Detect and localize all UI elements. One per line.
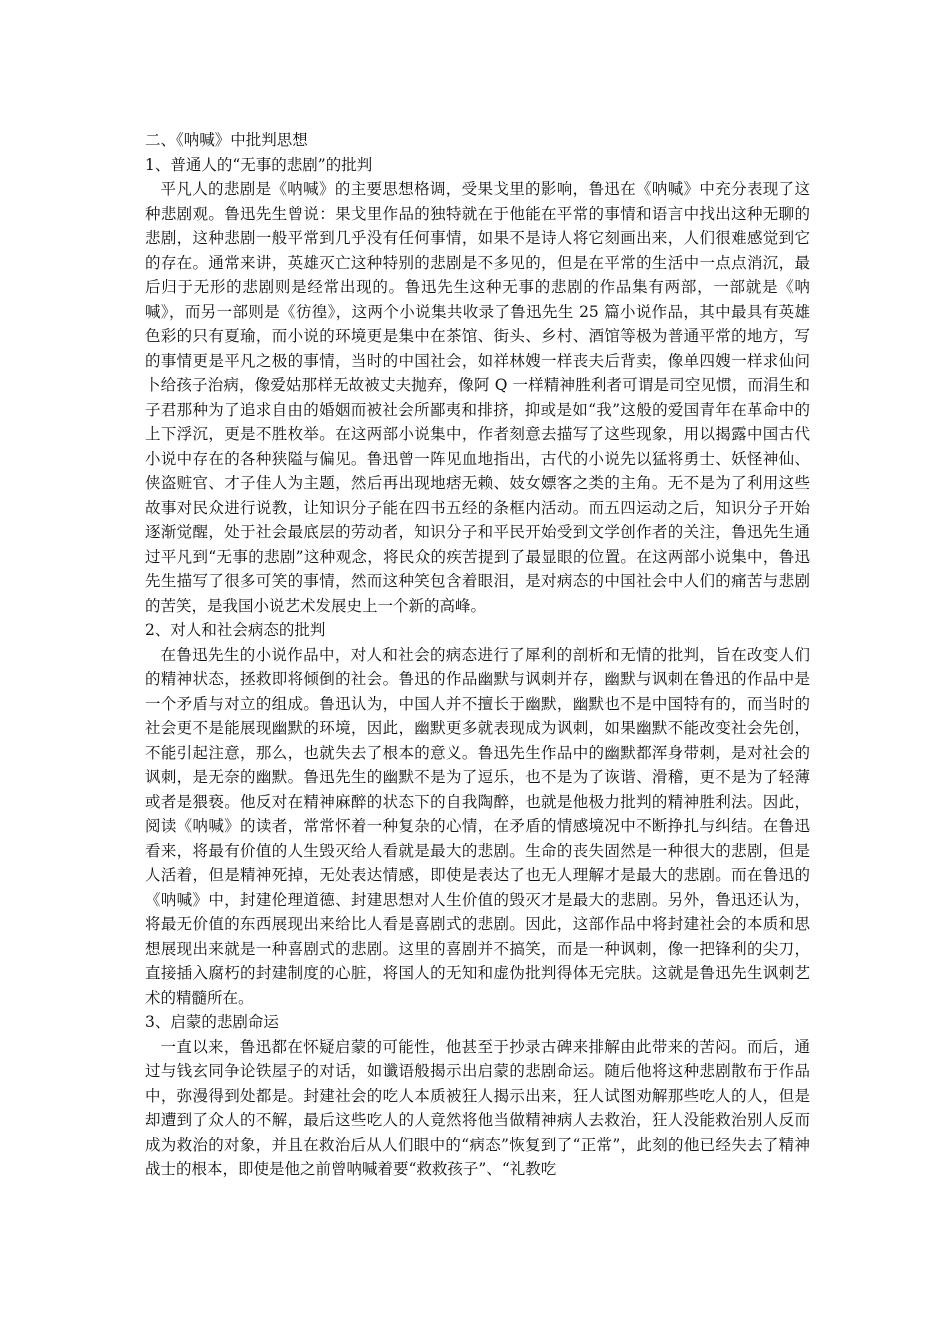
subsection-paragraph-1: 平凡人的悲剧是《呐喊》的主要思想格调，受果戈里的影响，鲁迅在《呐喊》中充分表现了这种悲剧观。鲁迅先生曾说：果戈里作品的独特就在于他能在平常的事情和语言中找出这种无聊的悲剧，这种悲剧一般平常到几乎没有任何事情，如果不是诗人将它刻画出来，人们很难感觉到它的存在。通常来讲，英雄灭亡这种特别的悲剧是不多见的，但是在平常的生活中一点点消沉，最后归于无形的悲剧则是经常出现的。鲁迅先生这种无事的悲剧的作品集有两部，一部就是《呐喊》，而另一部则是《彷徨》，这两个小说集共收录了鲁迅先生 25 篇小说作品，其中最具有英雄色彩的只有夏瑜，而小说的环境更是集中在茶馆、街头、乡村、酒馆等极为普通平常的地方，写的事情更是平凡之极的事情，当时的中国社会，如祥林嫂一样丧夫后背卖，像单四嫂一样求仙问卜给孩子治病，像爱姑那样无故被丈夫抛弃，像阿 Q 一样精神胜利者可谓是司空见惯，而涓生和子君那种为了追求自由的婚姻而被社会所鄙夷和排挤，抑或是如“我”这般的爱国青年在革命中的上下浮沉，更是不胜枚举。在这两部小说集中，作者刻意去描写了这些现象，用以揭露中国古代小说中存在的各种狭隘与偏见。鲁迅曾一阵见血地指出，古代的小说先以猛将勇士、妖怪神仙、侠盗赃官、才子佳人为主题，然后再出现地痞无赖、妓女嫖客之类的主角。无不是为了利用这些故事对民众进行说教，让知识分子能在四书五经的条框内活动。而五四运动之后，知识分子开始逐渐觉醒，处于社会最底层的劳动者，知识分子和平民开始受到文学创作者的关注，鲁迅先生通过平凡到“无事的悲剧”这种观念，将民众的疾苦提到了最显眼的位置。在这两部小说集中，鲁迅先生描写了很多可笑的事情，然而这种笑包含着眼泪，是对病态的中国社会中人们的痛苦与悲剧的苦笑，是我国小说艺术发展史上一个新的高峰。 bbox=[145, 180, 810, 615]
document-page bbox=[145, 128, 810, 1182]
subsection-heading-2: 2、对人和社会病态的批判 bbox=[145, 621, 326, 639]
subsection-paragraph-2: 在鲁迅先生的小说作品中，对人和社会的病态进行了犀利的剖析和无情的批判，旨在改变人们的精神状态，拯救即将倾倒的社会。鲁迅的作品幽默与讽刺并存，幽默与讽刺在鲁迅的作品中是一个矛盾与对立的组成。鲁迅认为，中国人并不擅长于幽默，幽默也不是中国特有的，而当时的社会更不是能展现幽默的环境，因此，幽默更多就表现成为讽刺，如果幽默不能改变社会先创，不能引起注意，那么，也就失去了根本的意义。鲁迅先生作品中的幽默都浑身带刺，是对社会的讽刺，是无奈的幽默。鲁迅先生的幽默不是为了逗乐，也不是为了诙谐、滑稽，更不是为了轻薄或者是猥亵。他反对在精神麻醉的状态下的自我陶醉，也就是他极力批判的精神胜利法。因此，阅读《呐喊》的读者，常常怀着一种复杂的心情，在矛盾的情感境况中不断挣扎与纠结。在鲁迅看来，将最有价值的人生毁灭给人看就是最大的悲剧。生命的丧失固然是一种很大的悲剧，但是人活着，但是精神死掉，无处表达情感，即使是表达了也无人理解才是最大的悲剧。而在鲁迅的《呐喊》中，封建伦理道德、封建思想对人生价值的毁灭才是最大的悲剧。另外，鲁迅还认为，将最无价值的东西展现出来给比人看是喜剧式的悲剧。因此，这部作品中将封建社会的本质和思想展现出来就是一种喜剧式的悲剧。这里的喜剧并不搞笑，而是一种讽刺，像一把锋利的尖刀，直接插入腐朽的封建制度的心脏，将国人的无知和虚伪批判得体无完肤。这就是鲁迅先生讽刺艺术的精髓所在。 bbox=[145, 645, 810, 1007]
subsection-heading-3: 3、启蒙的悲剧命运 bbox=[145, 1013, 279, 1031]
subsection-paragraph-3: 一直以来，鲁迅都在怀疑启蒙的可能性，他甚至于抄录古碑来排解由此带来的苦闷。而后，通过与钱玄同争论铁屋子的对话，如谶语般揭示出启蒙的悲剧命运。随后他将这种悲剧散布于作品中，弥漫得到处都是。封建社会的吃人本质被狂人揭示出来，狂人试图劝解那些吃人的人，但是却遭到了众人的不解，最后这些吃人的人竟然将他当做精神病人去救治，狂人没能救治别人反而成为救治的对象，并且在救治后从人们眼中的“病态”恢复到了“正常”，此刻的他已经失去了精神战士的根本，即使是他之前曾呐喊着要“救救孩子”、“礼教吃 bbox=[145, 1037, 810, 1178]
subsection-heading-1: 1、普通人的“无事的悲剧”的批判 bbox=[145, 155, 373, 174]
section-title: 二、《呐喊》中批判思想 bbox=[145, 131, 308, 149]
